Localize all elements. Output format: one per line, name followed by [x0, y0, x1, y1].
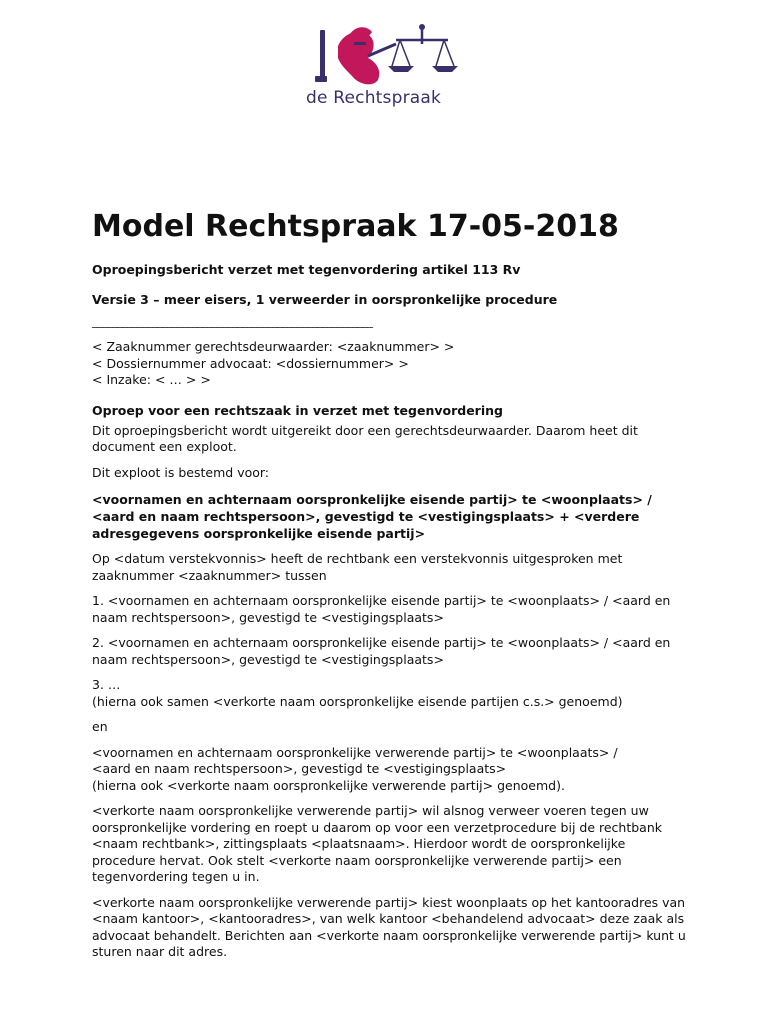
- defendant-line-2: <aard en naam rechtspersoon>, gevestigd te <vestigingsplaats>: [92, 761, 507, 776]
- intro-paragraph: Dit oproepingsbericht wordt uitgereikt door een gerechtsdeurwaarder. Daarom heet dit document een exploot.: [92, 422, 638, 454]
- defendant-block: [92, 745, 692, 795]
- document-version: Versie 3 – meer eisers, 1 verweerder in oorspronkelijke procedure: [92, 292, 558, 307]
- scale-top-shape: [419, 24, 425, 30]
- recipient-block: <voornamen en achternaam oorspronkelijke eisende partij> te <woonplaats> / <aard en naam rechtspersoon>, gevestigd te <vestigingsplaats> + <verdere adresgegevens oorspronkelijke eisende partij>: [92, 492, 652, 541]
- right-string-a: [436, 40, 444, 66]
- sword-blade-shape: [320, 30, 325, 82]
- woonplaats-paragraph: <verkorte naam oorspronkelijke verwerende partij> kiest woonplaats op het kantooradres van <naam kantoor>, <kantooradres>, van welk kantoor <behandelend advocaat> deze zaak als advocaat behandelt. Berichten aan <verkorte naam oorspronkelijke verwerende partij> kunt u sturen naar dit adres.: [92, 894, 686, 959]
- document-body: [92, 200, 692, 961]
- right-pan-shape: [432, 66, 458, 72]
- justitia-figure-shape: [338, 32, 379, 84]
- justitia-scales-icon: [300, 18, 470, 98]
- party-2-paragraph: 2. <voornamen en achternaam oorspronkelijke eisende partij> te <woonplaats> / <aard en naam rechtspersoon>, gevestigd te <vestigingsplaats>: [92, 635, 671, 667]
- blindfold-shape: [354, 42, 366, 45]
- page-title: Model Rechtspraak 17-05-2018: [92, 209, 619, 244]
- sword-hilt-shape: [315, 76, 327, 82]
- bestemd-paragraph: Dit exploot is bestemd voor:: [92, 464, 270, 480]
- left-pan-shape: [388, 66, 414, 72]
- document-subtitle: Oproepingsbericht verzet met tegenvordering artikel 113 Rv: [92, 262, 521, 277]
- logo-wordmark: de Rechtspraak: [306, 88, 442, 108]
- party-3-line: 3. …: [92, 677, 121, 692]
- defendant-line-3: (hierna ook <verkorte naam oorspronkelijke verwerende partij> genoemd).: [92, 777, 565, 793]
- meta-dossiernummer: < Dossiernummer advocaat: <dossiernummer> >: [92, 355, 409, 371]
- en-paragraph: en: [92, 719, 108, 734]
- separator-line: ________________________________________________________: [92, 314, 372, 328]
- party-3-block: [92, 677, 692, 710]
- section-heading: Oproep voor een rechtszaak in verzet met tegenvordering: [92, 402, 503, 418]
- left-string-b: [400, 40, 410, 66]
- case-meta: [92, 339, 692, 389]
- meta-inzake: < Inzake: < … > >: [92, 372, 211, 387]
- party-1-paragraph: 1. <voornamen en achternaam oorspronkelijke eisende partij> te <woonplaats> / <aard en naam rechtspersoon>, gevestigd te <vestigingsplaats>: [92, 593, 671, 625]
- rechtspraak-logo: [300, 18, 470, 118]
- defendant-line-1: <voornamen en achternaam oorspronkelijke verwerende partij> te <woonplaats> /: [92, 744, 618, 760]
- right-string-b: [444, 40, 454, 66]
- meta-zaaknummer: < Zaaknummer gerechtsdeurwaarder: <zaaknummer> >: [92, 339, 455, 354]
- party-3-hierna: (hierna ook samen <verkorte naam oorspronkelijke eisende partijen c.s.> genoemd): [92, 693, 623, 709]
- verweer-paragraph: <verkorte naam oorspronkelijke verwerende partij> wil alsnog verweer voeren tegen uw oorspronkelijke vordering en roept u daarom op voor een verzetprocedure bij de rechtbank <naam rechtbank>, zittingsplaats <plaatsnaam>. Hierdoor wordt de oorspronkelijke procedure hervat. Ook stelt <verkorte naam oorspronkelijke verwerende partij> een tegenvordering tegen u in.: [92, 803, 662, 884]
- verstek-paragraph: Op <datum verstekvonnis> heeft de rechtbank een verstekvonnis uitgesproken met zaaknummer <zaaknummer> tussen: [92, 551, 623, 583]
